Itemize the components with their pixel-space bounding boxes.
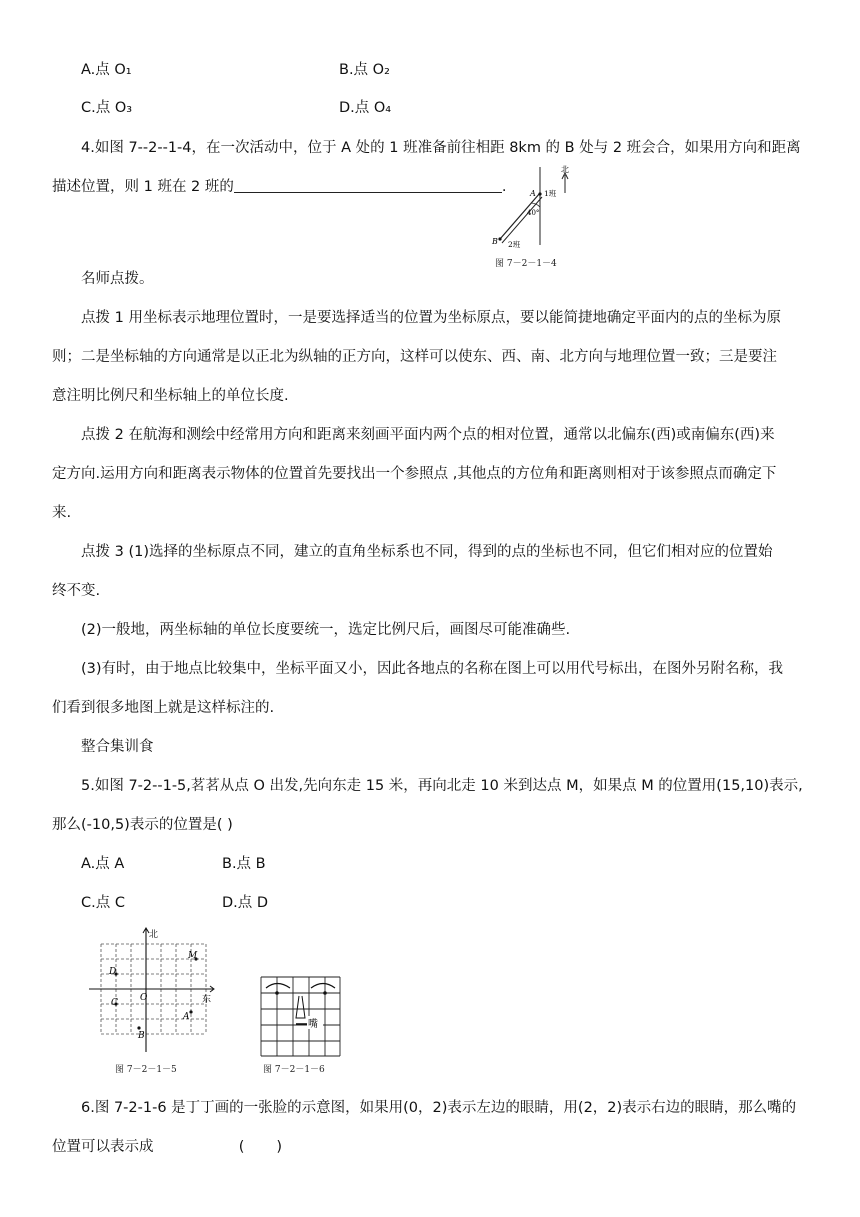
point-a (189, 1010, 192, 1013)
q3-option-d: D.点 O₄ (339, 100, 392, 116)
left-eye (275, 991, 279, 995)
tip1-line3: 意注明比例尺和坐标轴上的单位长度. (52, 388, 289, 404)
q4-text-line1: 4.如图 7--2--1-4，在一次活动中，位于 A 处的 1 班准备前往相距 8km 的 B 处与 2 班会合，如果用方向和距离 (81, 140, 801, 156)
q4-answer-blank[interactable] (234, 178, 502, 193)
tip2-line2: 定方向.运用方向和距离表示物体的位置首先要找出一个参照点 ,其他点的方位角和距离则相对于该参照点而确定下 (52, 466, 777, 482)
tip1-line1: 点拨 1 用坐标表示地理位置时，一是要选择适当的位置为坐标原点，要以能简捷地确定平面内的点的坐标为原 (81, 310, 781, 326)
q5-text-line2: 那么(-10,5)表示的位置是( ) (52, 817, 233, 833)
q4-prefix: 描述位置，则 1 班在 2 班的 (52, 179, 234, 195)
point-b-label: B (138, 1031, 145, 1041)
q5-option-b: B.点 B (222, 856, 266, 872)
point-a-label: A (530, 189, 536, 198)
q3-option-b: B.点 O₂ (339, 62, 390, 78)
tip2-line3: 来. (52, 505, 72, 521)
point-c-label: C (111, 998, 118, 1008)
class2-label: 2班 (508, 240, 521, 249)
face-grid (261, 977, 340, 1056)
figure-7-2-1-6 (258, 974, 344, 1060)
east-label: 东 (202, 995, 212, 1005)
q5-text-line1: 5.如图 7-2--1-5,茗茗从点 O 出发,先向东走 15 米，再向北走 10 米到达点 M，如果点 M 的位置用(15,10)表示, (81, 778, 803, 794)
nose (296, 996, 305, 1018)
right-eyebrow (311, 984, 335, 989)
north-label: 北 (561, 165, 569, 174)
tip1-line2: 则；二是坐标轴的方向通常是以正北为纵轴的正方向，这样可以使东、西、南、北方向与地理位置一致；三是要注 (52, 349, 777, 365)
point-b-dot (498, 237, 501, 240)
tips-heading: 名师点拨。 (81, 271, 154, 287)
q6-paren-close: ) (276, 1139, 283, 1155)
figure-7-2-1-4-caption: 图 7－2－1－4 (495, 259, 557, 269)
tip3-line2: 终不变. (52, 583, 101, 599)
figure-7-2-1-5 (85, 926, 225, 1061)
point-a-label: A (183, 1012, 190, 1022)
angle-label: 40° (527, 209, 540, 217)
tip3-3-line2: 们看到很多地图上就是这样标注的. (52, 700, 275, 716)
point-b-label: B (492, 237, 498, 246)
tip3-2: (2)一般地，两坐标轴的单位长度要统一，选定比例尺后，画图尽可能准确些. (81, 622, 571, 638)
left-eyebrow (266, 984, 290, 989)
origin-label: O (140, 993, 148, 1003)
q4-text-line2 (52, 175, 812, 196)
q6-text-line2 (52, 1135, 812, 1156)
q3-option-c: C.点 O₃ (81, 100, 133, 116)
tip3-line1: 点拨 3 (1)选择的坐标原点不同，建立的直角坐标系也不同，得到的点的坐标也不同，但它们相对应的位置始 (81, 544, 773, 560)
q3-option-a: A.点 O₁ (81, 62, 132, 78)
q6-text-line1: 6.图 7-2-1-6 是丁丁画的一张脸的示意图，如果用(0，2)表示左边的眼睛，用(2，2)表示右边的眼睛，那么嘴的 (81, 1100, 797, 1116)
class1-label: 1班 (544, 189, 557, 198)
point-b (137, 1026, 140, 1029)
point-d-label: D (109, 967, 117, 977)
point-a-dot (538, 192, 541, 195)
figure-7-2-1-4 (488, 163, 578, 253)
q5-option-a: A.点 A (81, 856, 125, 872)
tip2-line1: 点拨 2 在航海和测绘中经常用方向和距离来刻画平面内两个点的相对位置，通常以北偏东(西)或南偏东(西)来 (81, 427, 775, 443)
tip3-3-line1: (3)有时，由于地点比较集中，坐标平面又小，因此各地点的名称在图上可以用代号标出，在图外另附名称，我 (81, 661, 784, 677)
mouth-label: 嘴 (308, 1019, 318, 1030)
figure-7-2-1-5-caption: 图 7－2－1－5 (115, 1065, 177, 1075)
north-label: 北 (149, 930, 159, 940)
q6-prefix: 位置可以表示成 (52, 1139, 154, 1155)
q5-option-d: D.点 D (222, 895, 269, 911)
right-eye (323, 991, 327, 995)
figure-7-2-1-6-caption: 图 7－2－1－6 (263, 1065, 325, 1075)
q4-suffix: . (501, 179, 507, 195)
point-m-label: M (188, 951, 198, 961)
q5-option-c: C.点 C (81, 895, 125, 911)
section-heading: 整合集训食 (81, 739, 154, 755)
q6-paren-open: ( (238, 1139, 245, 1155)
